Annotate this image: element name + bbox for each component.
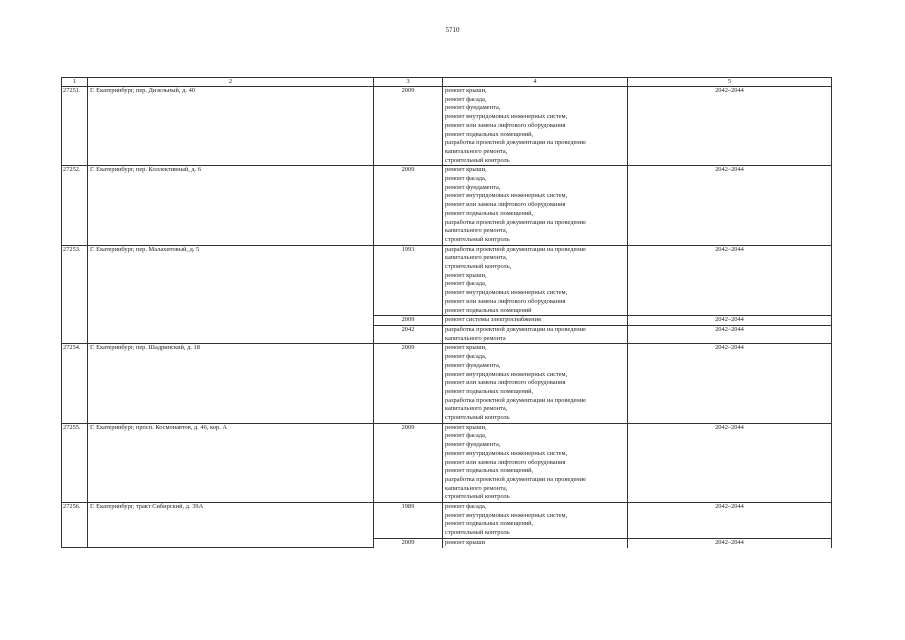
row-number: 27252.: [62, 166, 88, 245]
period-cell: 2042–2044: [628, 325, 832, 343]
work-item: ремонт крыши: [445, 538, 486, 546]
row-number: 27251.: [62, 87, 88, 166]
work-item: строительный контроль: [445, 493, 510, 501]
year-cell: 2009: [374, 423, 443, 502]
table-row: [62, 344, 832, 423]
work-item: капитального ремонта: [445, 334, 506, 342]
period-cell: 2042–2044: [628, 166, 832, 245]
year-cell: 2009: [374, 344, 443, 423]
work-item: разработка проектной документации на проведение: [445, 396, 586, 404]
work-item: ремонт внутридомовых инженерных систем,: [445, 370, 568, 378]
year-cell: 1993: [374, 245, 443, 316]
work-item: разработка проектной документации на проведение: [445, 325, 586, 333]
table-row: [62, 423, 832, 502]
work-item: капитального ремонта,: [445, 254, 508, 262]
header-cell: 4: [443, 78, 628, 87]
work-item: ремонт крыши,: [445, 87, 487, 94]
header-cell: 1: [62, 78, 88, 87]
work-item: ремонт фундамента,: [445, 183, 501, 191]
year-cell: 2009: [374, 316, 443, 326]
work-item: ремонт внутридомовых инженерных систем,: [445, 289, 568, 297]
work-list-cell: [443, 245, 628, 316]
row-number: 27253.: [62, 245, 88, 344]
address-cell: Г. Екатеринбург, просп. Космонавтов, д. 46, кор. А: [88, 423, 374, 502]
work-item: ремонт фасада,: [445, 95, 487, 103]
work-item: разработка проектной документации на проведение: [445, 245, 586, 253]
work-item: ремонт внутридомовых инженерных систем,: [445, 113, 568, 121]
work-item: ремонт фасада,: [445, 175, 487, 183]
address-cell: Г. Екатеринбург, пер. Шадринский, д. 18: [88, 344, 374, 423]
year-cell: 2042: [374, 325, 443, 343]
year-cell: 1989: [374, 503, 443, 539]
work-item: ремонт фасада,: [445, 432, 487, 440]
work-list-cell: [443, 538, 628, 547]
work-item: ремонт фундамента,: [445, 361, 501, 369]
year-cell: 2009: [374, 87, 443, 166]
work-list-cell: [443, 503, 628, 539]
work-item: ремонт крыши,: [445, 271, 487, 279]
period-cell: 2042–2044: [628, 245, 832, 316]
work-item: ремонт фундамента,: [445, 104, 501, 112]
row-number: 27255.: [62, 423, 88, 502]
work-item: ремонт подвальных помещений: [445, 306, 532, 314]
work-item: ремонт фундамента,: [445, 441, 501, 449]
work-list-cell: [443, 87, 628, 166]
header-cell: 3: [374, 78, 443, 87]
period-cell: 2042–2044: [628, 87, 832, 166]
work-item: строительный контроль: [445, 529, 510, 537]
table-row: [62, 166, 832, 245]
work-item: строительный контроль: [445, 414, 510, 422]
work-list-cell: [443, 166, 628, 245]
work-item: ремонт или замена лифтового оборудования: [445, 379, 566, 387]
header-cell: 2: [88, 78, 374, 87]
work-item: ремонт крыши,: [445, 344, 487, 352]
work-list-cell: [443, 316, 628, 326]
work-item: капитального ремонта,: [445, 484, 508, 492]
work-item: ремонт системы электроснабжения: [445, 316, 541, 324]
work-item: строительный контроль: [445, 235, 510, 243]
address-cell: Г. Екатеринбург, пер. Коллективный, д. 6: [88, 166, 374, 245]
period-cell: 2042–2044: [628, 503, 832, 539]
year-cell: 2009: [374, 538, 443, 547]
work-item: ремонт подвальных помещений,: [445, 209, 534, 217]
address-cell: Г. Екатеринбург, пер. Дизельный, д. 40: [88, 87, 374, 166]
work-item: ремонт подвальных помещений,: [445, 387, 534, 395]
table-row: [62, 503, 832, 539]
work-item: разработка проектной документации на проведение: [445, 475, 586, 483]
period-cell: 2042–2044: [628, 423, 832, 502]
work-item: ремонт или замена лифтового оборудования: [445, 201, 566, 209]
work-list-cell: [443, 344, 628, 423]
table-row: [62, 87, 832, 166]
work-item: ремонт или замена лифтового оборудования: [445, 458, 566, 466]
repair-schedule-table: [61, 77, 832, 548]
work-item: капитального ремонта,: [445, 227, 508, 235]
work-list-cell: [443, 423, 628, 502]
page-number: 5710: [445, 26, 460, 34]
work-item: ремонт подвальных помещений,: [445, 520, 534, 528]
period-cell: 2042–2044: [628, 316, 832, 326]
work-item: строительный контроль: [445, 156, 510, 164]
work-item: ремонт или замена лифтового оборудования: [445, 121, 566, 129]
work-item: ремонт фасада,: [445, 503, 487, 511]
address-cell: Г. Екатеринбург, тракт Сибирский, д. 39А: [88, 503, 374, 548]
work-item: ремонт подвальных помещений,: [445, 467, 534, 475]
period-cell: 2042–2044: [628, 538, 832, 547]
work-item: строительный контроль,: [445, 263, 512, 271]
work-item: ремонт подвальных помещений,: [445, 130, 534, 138]
period-cell: 2042–2044: [628, 344, 832, 423]
work-item: ремонт внутридомовых инженерных систем,: [445, 511, 568, 519]
work-item: ремонт фасада,: [445, 353, 487, 361]
work-item: ремонт внутридомовых инженерных систем,: [445, 449, 568, 457]
row-number: 27256.: [62, 503, 88, 548]
work-item: ремонт крыши,: [445, 423, 487, 431]
work-item: капитального ремонта,: [445, 147, 508, 155]
year-cell: 2009: [374, 166, 443, 245]
work-item: капитального ремонта,: [445, 405, 508, 413]
work-list-cell: [443, 325, 628, 343]
work-item: ремонт крыши,: [445, 166, 487, 174]
work-item: разработка проектной документации на проведение: [445, 218, 586, 226]
row-number: 27254.: [62, 344, 88, 423]
work-item: ремонт фасада,: [445, 280, 487, 288]
work-item: ремонт внутридомовых инженерных систем,: [445, 192, 568, 200]
address-cell: Г. Екатеринбург, пер. Малахитовый, д. 5: [88, 245, 374, 344]
work-item: разработка проектной документации на проведение: [445, 139, 586, 147]
table-header-row: [62, 78, 832, 87]
work-item: ремонт или замена лифтового оборудования: [445, 297, 566, 305]
table-row: [62, 245, 832, 316]
header-cell: 5: [628, 78, 832, 87]
